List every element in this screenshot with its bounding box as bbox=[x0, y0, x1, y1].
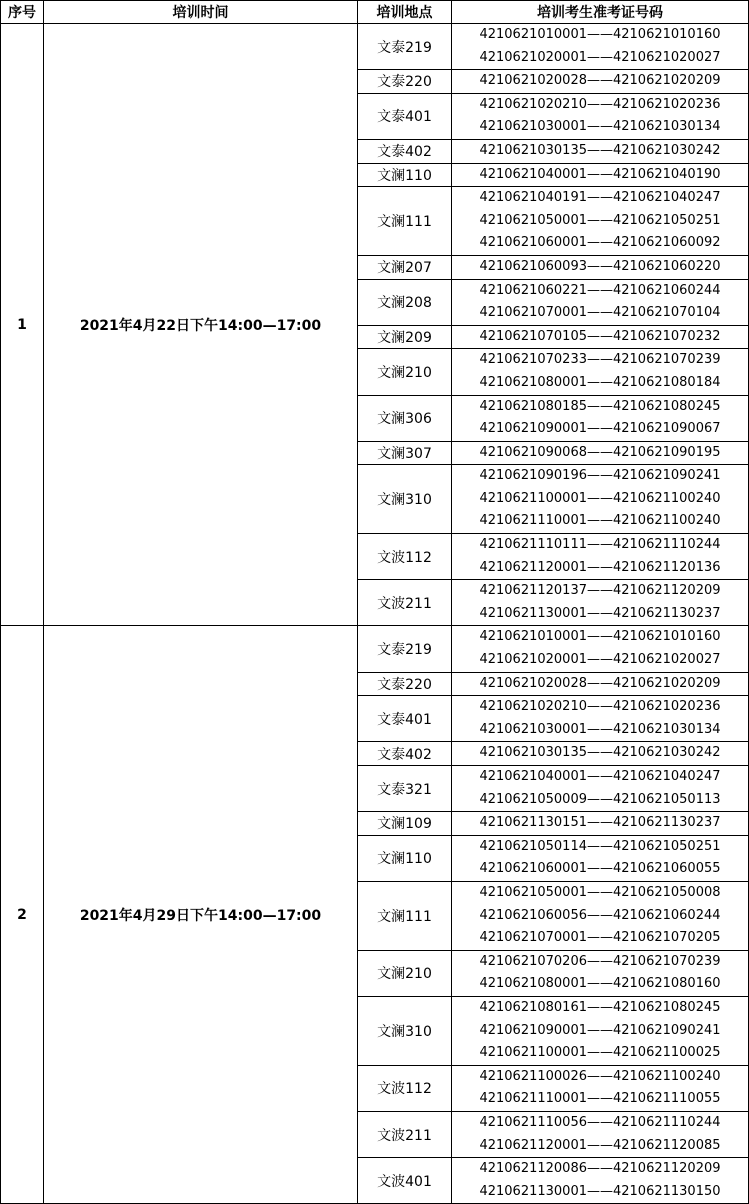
id-range: 4210621120001——4210621120085 bbox=[479, 1137, 721, 1153]
id-range: 4210621090196——4210621090241 bbox=[479, 468, 721, 484]
room-name: 文澜109 bbox=[358, 812, 452, 836]
id-ranges-cell bbox=[452, 950, 749, 996]
room-name: 文澜210 bbox=[358, 950, 452, 996]
room-name: 文波211 bbox=[358, 1111, 452, 1157]
id-ranges-cell bbox=[452, 1158, 749, 1204]
id-ranges-cell bbox=[452, 672, 749, 696]
id-ranges-cell bbox=[452, 465, 749, 534]
room-name: 文澜307 bbox=[358, 441, 452, 465]
id-range: 4210621020210——4210621020236 bbox=[479, 699, 721, 715]
id-range: 4210621040001——4210621040247 bbox=[479, 769, 721, 784]
id-range: 4210621120137——4210621120209 bbox=[479, 583, 721, 599]
id-range: 4210621050001——4210621050251 bbox=[479, 212, 721, 228]
room-name: 文澜111 bbox=[358, 881, 452, 950]
id-range: 4210621060093——4210621060220 bbox=[479, 258, 721, 274]
id-ranges-cell bbox=[452, 349, 749, 395]
id-ranges-cell bbox=[452, 742, 749, 766]
room-name: 文澜310 bbox=[358, 996, 452, 1065]
session-seq: 1 bbox=[1, 24, 44, 626]
id-ranges-cell bbox=[452, 441, 749, 465]
id-range: 4210621070206——4210621070239 bbox=[479, 953, 721, 969]
id-range: 4210621070105——4210621070232 bbox=[479, 328, 721, 344]
id-ranges-cell bbox=[452, 93, 749, 139]
id-ranges-cell bbox=[452, 766, 749, 812]
room-name: 文泰321 bbox=[358, 766, 452, 812]
id-range: 4210621090068——4210621090195 bbox=[479, 444, 721, 460]
id-range: 4210621130001——4210621130237 bbox=[479, 605, 721, 621]
id-ranges-cell bbox=[452, 1065, 749, 1111]
room-name: 文澜209 bbox=[358, 325, 452, 349]
id-range: 4210621070001——4210621070104 bbox=[479, 305, 721, 321]
id-ranges-cell bbox=[452, 187, 749, 256]
id-range: 4210621030135——4210621030242 bbox=[479, 142, 721, 158]
room-name: 文澜306 bbox=[358, 395, 452, 441]
id-ranges-cell bbox=[452, 325, 749, 349]
room-name: 文泰402 bbox=[358, 742, 452, 766]
id-range: 4210621090001——4210621090067 bbox=[479, 421, 721, 437]
id-range: 4210621060056——4210621060244 bbox=[479, 907, 721, 923]
id-range: 4210621020001——4210621020027 bbox=[479, 49, 721, 65]
id-range: 4210621030135——4210621030242 bbox=[479, 745, 721, 761]
id-range: 4210621080001——4210621080184 bbox=[479, 374, 721, 390]
room-name: 文澜210 bbox=[358, 349, 452, 395]
id-ranges-cell bbox=[452, 70, 749, 94]
id-range: 4210621050114——4210621050251 bbox=[479, 838, 721, 854]
id-ranges-cell bbox=[452, 580, 749, 626]
session-seq: 2 bbox=[1, 626, 44, 1204]
table-row bbox=[1, 626, 749, 672]
id-range: 4210621020210——4210621020236 bbox=[479, 96, 721, 112]
id-range: 4210621080161——4210621080245 bbox=[479, 999, 721, 1015]
id-range: 4210621130001——4210621130150 bbox=[479, 1183, 721, 1199]
id-ranges-cell bbox=[452, 881, 749, 950]
header-time: 培训时间 bbox=[44, 1, 358, 24]
room-name: 文波401 bbox=[358, 1158, 452, 1204]
room-name: 文澜310 bbox=[358, 465, 452, 534]
room-name: 文澜207 bbox=[358, 255, 452, 279]
room-name: 文泰402 bbox=[358, 139, 452, 163]
header-ids: 培训考生准考证号码 bbox=[452, 1, 749, 24]
id-range: 4210621120001——4210621120136 bbox=[479, 559, 721, 575]
id-range: 4210621080185——4210621080245 bbox=[479, 398, 721, 414]
id-ranges-cell bbox=[452, 812, 749, 836]
id-ranges-cell bbox=[452, 279, 749, 325]
id-range: 4210621100001——4210621100240 bbox=[479, 490, 721, 506]
room-name: 文泰219 bbox=[358, 626, 452, 672]
id-range: 4210621110111——4210621110244 bbox=[479, 537, 721, 553]
id-ranges-cell bbox=[452, 139, 749, 163]
id-range: 4210621040191——4210621040247 bbox=[479, 190, 721, 206]
room-name: 文泰401 bbox=[358, 93, 452, 139]
room-name: 文波211 bbox=[358, 580, 452, 626]
id-range: 4210621060001——4210621060055 bbox=[479, 861, 721, 877]
session-time: 2021年4月29日下午14:00—17:00 bbox=[44, 626, 358, 1204]
id-range: 4210621020028——4210621020209 bbox=[479, 675, 721, 691]
id-range: 4210621050001——4210621050008 bbox=[479, 884, 721, 900]
id-ranges-cell bbox=[452, 996, 749, 1065]
id-range: 4210621090001——4210621090241 bbox=[479, 1022, 721, 1038]
id-range: 4210621020028——4210621020209 bbox=[479, 73, 721, 89]
id-range: 4210621070001——4210621070205 bbox=[479, 930, 721, 946]
room-name: 文泰401 bbox=[358, 696, 452, 742]
id-range: 4210621060221——4210621060244 bbox=[479, 282, 721, 298]
id-range: 4210621020001——4210621020027 bbox=[479, 652, 721, 668]
room-name: 文澜111 bbox=[358, 187, 452, 256]
id-range: 4210621030001——4210621030134 bbox=[479, 721, 721, 737]
id-range: 4210621040001——4210621040190 bbox=[479, 166, 721, 182]
id-range: 4210621070233——4210621070239 bbox=[479, 352, 721, 368]
room-name: 文泰220 bbox=[358, 70, 452, 94]
room-name: 文澜110 bbox=[358, 835, 452, 881]
id-range: 4210621100026——4210621100240 bbox=[479, 1068, 721, 1084]
id-range: 4210621080001——4210621080160 bbox=[479, 976, 721, 992]
id-ranges-cell bbox=[452, 163, 749, 187]
id-ranges-cell bbox=[452, 395, 749, 441]
id-range: 4210621110001——4210621100240 bbox=[479, 513, 721, 529]
id-ranges-cell bbox=[452, 534, 749, 580]
id-ranges-cell bbox=[452, 1111, 749, 1157]
id-range: 4210621030001——4210621030134 bbox=[479, 119, 721, 135]
id-ranges-cell bbox=[452, 626, 749, 672]
id-range: 4210621110056——4210621110244 bbox=[479, 1114, 721, 1130]
room-name: 文波112 bbox=[358, 1065, 452, 1111]
room-name: 文泰220 bbox=[358, 672, 452, 696]
header-row bbox=[1, 1, 749, 24]
header-location: 培训地点 bbox=[358, 1, 452, 24]
room-name: 文波112 bbox=[358, 534, 452, 580]
room-name: 文澜110 bbox=[358, 163, 452, 187]
schedule-body bbox=[1, 24, 749, 1204]
room-name: 文澜208 bbox=[358, 279, 452, 325]
header-seq: 序号 bbox=[1, 1, 44, 24]
id-range: 4210621050009——4210621050113 bbox=[479, 791, 721, 807]
id-range: 4210621130151——4210621130237 bbox=[479, 815, 721, 831]
id-ranges-cell bbox=[452, 835, 749, 881]
id-range: 4210621120086——4210621120209 bbox=[479, 1161, 721, 1177]
id-range: 4210621110001——4210621110055 bbox=[479, 1091, 721, 1107]
id-ranges-cell bbox=[452, 255, 749, 279]
id-range: 4210621060001——4210621060092 bbox=[479, 235, 721, 251]
session-time: 2021年4月22日下午14:00—17:00 bbox=[44, 24, 358, 626]
id-ranges-cell bbox=[452, 24, 749, 70]
table-row bbox=[1, 24, 749, 70]
id-ranges-cell bbox=[452, 696, 749, 742]
id-range: 4210621010001——4210621010160 bbox=[479, 27, 721, 42]
room-name: 文泰219 bbox=[358, 24, 452, 70]
id-range: 4210621100001——4210621100025 bbox=[479, 1045, 721, 1061]
id-range: 4210621010001——4210621010160 bbox=[479, 629, 721, 645]
